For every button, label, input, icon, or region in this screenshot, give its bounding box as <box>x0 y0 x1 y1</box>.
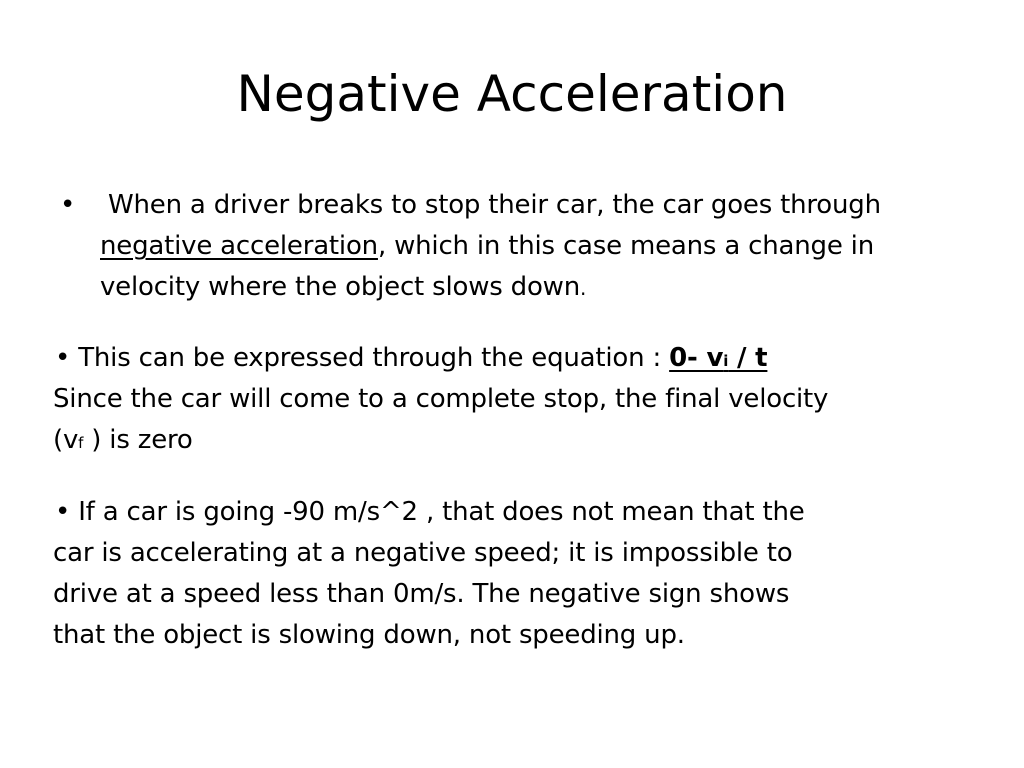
bullet-1-period: . <box>580 276 587 300</box>
bullet-3-line-1 <box>55 492 805 533</box>
bullet-1-line-3-text: velocity where the object slows down <box>100 272 581 302</box>
bullet-2-line-3-pre: (v <box>53 425 79 455</box>
bullet-2-line-2: Since the car will come to a complete stop, the final velocity <box>53 384 829 414</box>
bullet-marker: • <box>55 497 71 527</box>
equation-subscript: i <box>723 352 729 370</box>
bullet-2-line-3 <box>53 420 193 464</box>
bullet-3-line-4: that the object is slowing down, not speeding up. <box>53 620 685 650</box>
bullet-3-line-1-text: If a car is going -90 m/s^2 , that does not mean that the <box>78 497 805 527</box>
final-velocity-subscript: f <box>78 434 84 452</box>
bullet-marker: • <box>55 343 71 373</box>
bullet-2-line-1-text: This can be expressed through the equation : <box>78 343 670 373</box>
bullet-2-line-3-post: ) is zero <box>83 425 193 455</box>
bullet-1-line-3 <box>100 267 586 309</box>
bullet-3-line-2: car is accelerating at a negative speed; it is impossible to <box>53 538 793 568</box>
equation-post: / t <box>728 343 768 373</box>
equation <box>669 343 767 373</box>
slide-title: Negative Acceleration <box>236 65 788 123</box>
equation-pre: 0- v <box>669 343 724 373</box>
bullet-2-line-1 <box>55 338 767 382</box>
underlined-term: negative acceleration <box>100 231 378 261</box>
bullet-marker: • <box>60 190 76 220</box>
bullet-3-line-3: drive at a speed less than 0m/s. The negative sign shows <box>53 579 790 609</box>
bullet-1-line-2 <box>100 226 874 267</box>
bullet-1-line-2-rest: , which in this case means a change in <box>377 231 874 261</box>
bullet-1-line-1: When a driver breaks to stop their car, the car goes through <box>108 190 881 220</box>
